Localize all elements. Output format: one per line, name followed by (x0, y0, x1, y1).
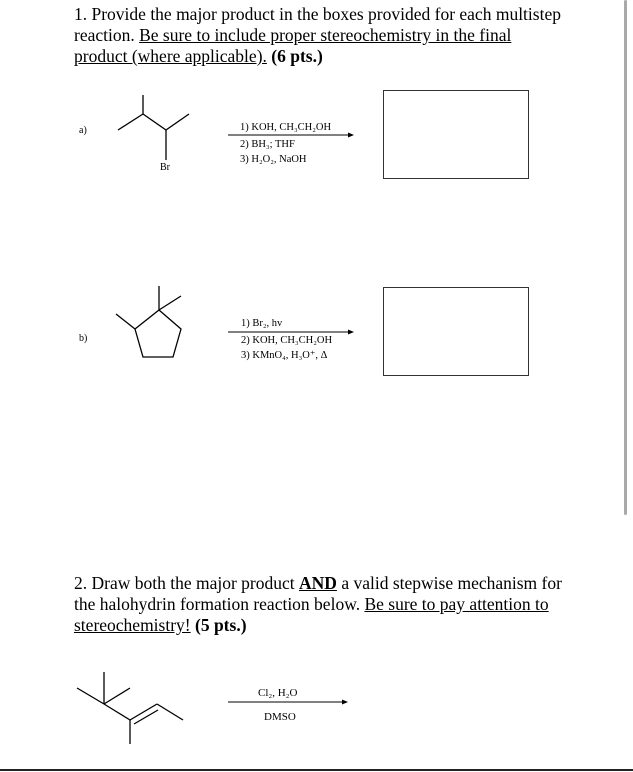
part-b-step-1: 1) Br₂, hv (241, 318, 283, 329)
part-b-step-3: 3) KMnO₄, H₃O⁺, Δ (241, 350, 328, 361)
part-b-label: b) (79, 333, 88, 344)
question-2-reagent-above: Cl₂, H₂O (258, 687, 298, 699)
question-2-emphasis: Be sure to pay attention to stereochemistry! (74, 594, 549, 635)
question-1-number: 1. (74, 4, 88, 24)
part-a-step-2: 2) BH₃; THF (240, 139, 295, 150)
part-a-step-3: 3) H₂O₂, NaOH (240, 154, 307, 165)
question-2-number: 2. (74, 573, 88, 593)
part-a-step-1: 1) KOH, CH₃CH₂OH (240, 122, 332, 133)
part-b-step-2: 2) KOH, CH₃CH₂OH (241, 335, 333, 346)
question-1-points: (6 pts.) (271, 46, 323, 66)
question-1-emphasis: Be sure to include proper stereochemistry in the final product (where applicable). (74, 25, 512, 66)
question-2-intro-after: a valid stepwise mechanism for the halohydrin formation reaction below. (74, 573, 562, 614)
part-a-bromine-label: Br (160, 162, 170, 173)
page-bottom-border (0, 769, 633, 771)
question-1-intro: Provide the major product in the boxes provided for each multistep reaction. (74, 4, 561, 45)
part-a-label: a) (79, 125, 87, 136)
question-2-points: (5 pts.) (195, 615, 247, 635)
question-2-intro-before: Draw both the major product (91, 573, 295, 593)
question-2-reagent-below: DMSO (264, 711, 296, 723)
page-scrollbar[interactable] (624, 0, 627, 515)
question-2-and: AND (299, 573, 337, 593)
